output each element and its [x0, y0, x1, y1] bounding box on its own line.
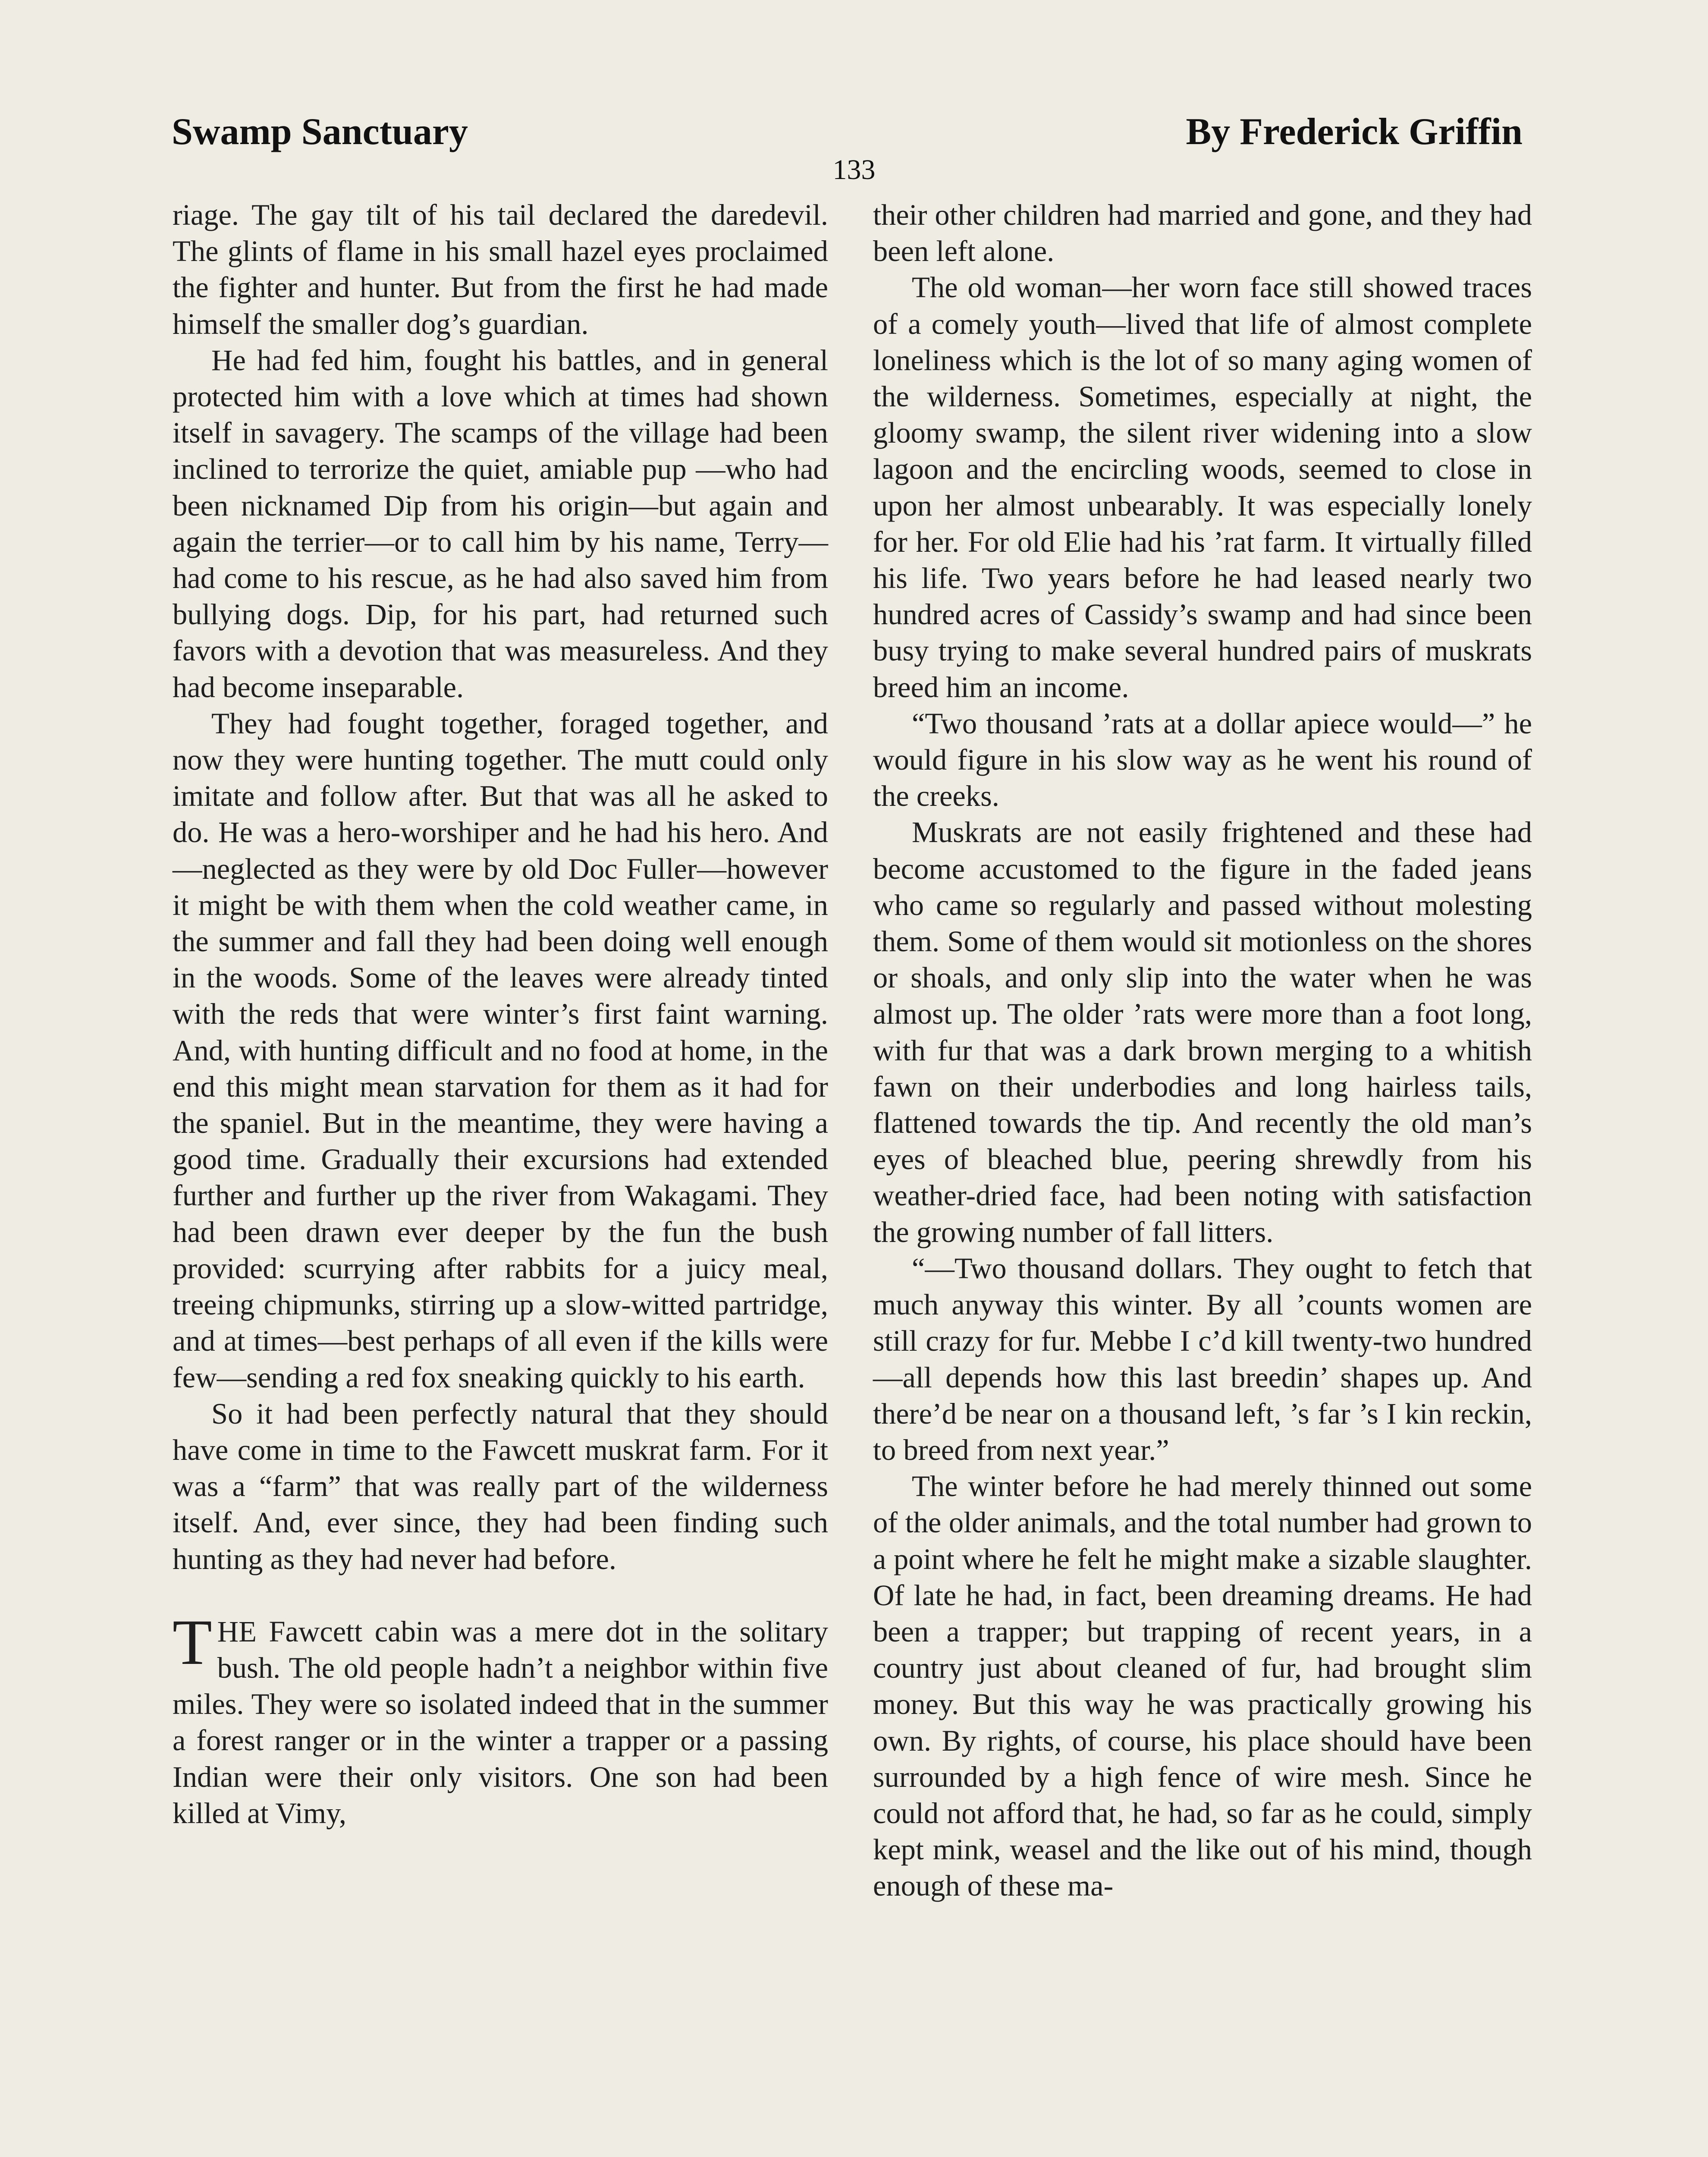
paragraph: They had fought together, foraged together, and now they were hunting together. The mutt could only imitate and follow after. But that was all he asked to do. He was a hero-worshiper and he had his hero. And—neglected as they were by old Doc Fuller—however it might be with them when the cold weather came, in the summer and fall they had been doing well enough in the woods. Some of the leaves were already tinted with the reds that were winter’s first faint warning. And, with hunting difficult and no food at home, in the end this might mean starvation for them as it had for the spaniel. But in the meantime, they were having a good time. Gradually their excursions had extended further and further up the river from Wakagami. They had been drawn ever deeper by the fun the bush provided: scurrying after rabbits for a juicy meal, treeing chipmunks, stirring up a slow-witted partridge, and at times—best perhaps of all even if the kills were few—sending a red fox sneaking quickly to his earth. — [173, 707, 828, 1394]
paragraph: He had fed him, fought his battles, and in general protected him with a love which at times had shown itself in savagery. The scamps of the village had been inclined to terrorize the quiet, amiable pup —who had been nicknamed Dip from his origin—but again and again the terrier—or to call him by his name, Terry—had come to his rescue, as he had also saved him from bullying dogs. Dip, for his part, had returned such favors with a devotion that was measureless. And they had become inseparable. — [173, 343, 828, 704]
section-paragraph — [173, 1606, 828, 1831]
story-title: Swamp Sanctuary — [172, 111, 468, 153]
paragraph: So it had been perfectly natural that they should have come in time to the Fawcett muskrat farm. For it was a “farm” that was really part of the wilderness itself. And, ever since, they had been finding such hunting as they had never had before. — [173, 1397, 828, 1575]
paragraph-text: HE Fawcett cabin was a mere dot in the solitary bush. The old people hadn’t a neighbor within five miles. They were so isolated indeed that in the summer a forest ranger or in the winter a trapper or a passing Indian were their only visitors. One son had been killed at Vimy, — [173, 1615, 828, 1830]
paragraph: The old woman—her worn face still showed traces of a comely youth—lived that life of almost complete loneliness which is the lot of so many aging women of the wilderness. Sometimes, especially at night, the gloomy swamp, the silent river widening into a slow lagoon and the encircling woods, seemed to close in upon her almost unbearably. It was especially lonely for her. For old Elie had his ’rat farm. It virtually filled his life. Two years before he had leased nearly two hundred acres of Cassidy’s swamp and had since been busy trying to make several hundred pairs of muskrats breed him an income. — [873, 271, 1532, 704]
story-author: By Frederick Griffin — [1186, 111, 1523, 153]
paragraph: their other children had married and gone, and they had been left alone. — [873, 198, 1532, 268]
paragraph: “Two thousand ’rats at a dollar apiece would—” he would figure in his slow way as he went his round of the creeks. — [873, 707, 1532, 813]
right-column — [873, 197, 1532, 1904]
paragraph: “—Two thousand dollars. They ought to fetch that much anyway this winter. By all ’counts women are still crazy for fur. Mebbe I c’d kill twenty-two hundred —all depends how this last breedin’ shapes up. And there’d be near on a thousand left, ’s far ’s I kin reckin, to breed from next year.” — [873, 1251, 1532, 1466]
paragraph: Muskrats are not easily frightened and these had become accustomed to the figure in the faded jeans who came so regularly and passed without molesting them. Some of them would sit motionless on the shores or shoals, and only slip into the water when he was almost up. The older ’rats were more than a foot long, with fur that was a dark brown merging to a whitish fawn on their underbodies and long hairless tails, flattened towards the tip. And recently the old man’s eyes of bleached blue, peering shrewdly from his weather-dried face, had been noting with satisfaction the growing number of fall litters. — [873, 816, 1532, 1248]
paragraph: riage. The gay tilt of his tail declared the daredevil. The glints of flame in his small hazel eyes proclaimed the fighter and hunter. But from the first he had made himself the smaller dog’s guardian. — [173, 198, 828, 340]
drop-cap: T — [173, 1606, 212, 1678]
page-number: 133 — [832, 154, 876, 186]
paragraph: The winter before he had merely thinned out some of the older animals, and the total number had grown to a point where he felt he might make a sizable slaughter. Of late he had, in fact, been dreaming dreams. He had been a trapper; but trapping of recent years, in a country just about cleaned of fur, had brought slim money. But this way he was practically growing his own. By rights, of course, his place should have been surrounded by a high fence of wire mesh. Since he could not afford that, he had, so far as he could, simply kept mink, weasel and the like out of his mind, though enough of these ma- — [873, 1470, 1532, 1902]
left-column — [173, 197, 828, 1831]
